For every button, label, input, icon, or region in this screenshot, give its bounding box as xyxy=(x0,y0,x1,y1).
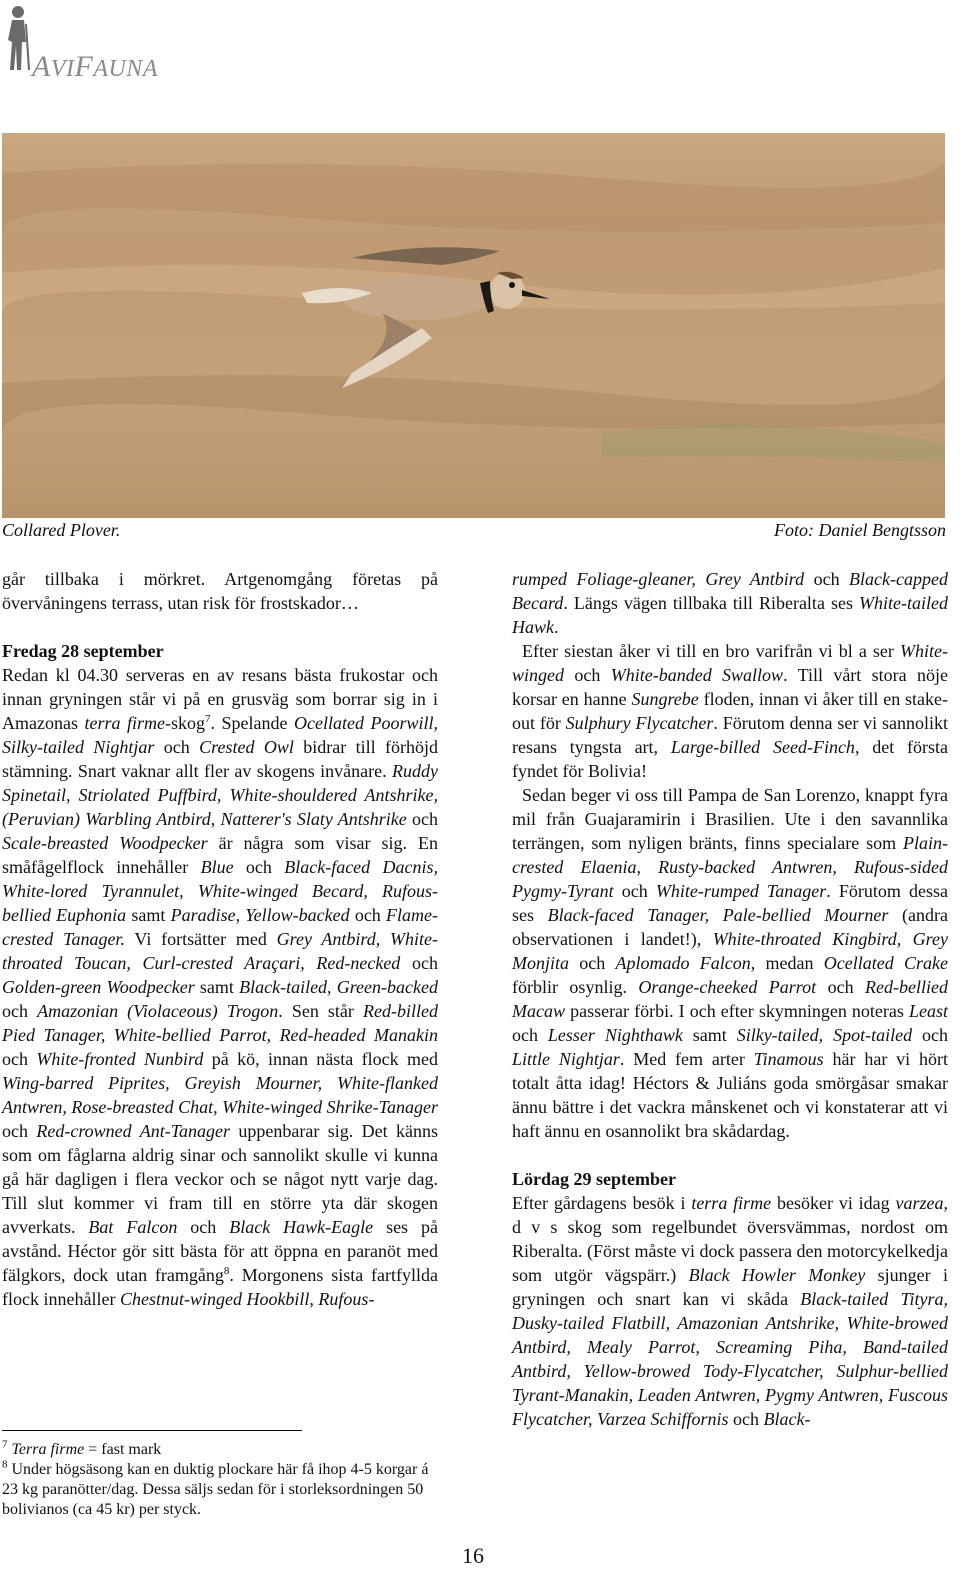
photo-credit: Foto: Daniel Bengtsson xyxy=(774,520,946,540)
section-heading: Fredag 28 september xyxy=(2,641,164,661)
paragraph: Efter gårdagens besök i terra firme besöker vi idag varzea, d v s skog som regelbundet översvämmas, nordost om Riberalta. (Först måste vi dock passera den motorcykelkedja som utgör vägspärr.) Black Howler Monkey sjunger i gryningen och snart kan vi skåda Black-tailed Tityra, Dusky-tailed Flatbill, Amazonian Antshrike, White-browed Antbird, Mealy Parrot, Screaming Piha, Band-tailed Antbird, Yellow-browed Tody-Flycatcher, Sulphur-bellied Tyrant-Manakin, Leaden Antwren, Pygmy Antwren, Fuscous Flycatcher, Varzea Schiffornis och Black- xyxy=(512,1193,949,1429)
section-heading: Lördag 29 september xyxy=(512,1169,676,1189)
photo-caption: Collared Plover. xyxy=(2,520,121,540)
logo xyxy=(4,4,204,83)
footnote-7: $^7$ Terra firme = fast mark xyxy=(2,1438,162,1458)
collared-plover-image xyxy=(2,133,945,518)
paragraph: går tillbaka i mörkret. Artgenomgång företas på övervåningens terrass, utan risk för frostskador… xyxy=(2,569,438,613)
left-column xyxy=(2,567,438,1311)
page-number: 16 xyxy=(462,1543,484,1568)
hiker-logo-icon xyxy=(4,4,30,72)
footnotes xyxy=(2,1440,442,1520)
right-column xyxy=(512,567,948,1431)
paragraph: Redan kl 04.30 serveras en av resans bästa frukostar och innan gryningen står vi på en grusväg som borrar sig in i Amazonas terra firme-skog$^7$. Spelande Ocellated Poorwill, Silky-tailed Nightjar och Crested Owl bidrar till förhöjd stämning. Snart vaknar allt fler av skogens invånare. Ruddy Spinetail, Striolated Puffbird, White-shouldered Antshrike, (Peruvian) Warbling Antbird, Natterer's Slaty Antshrike och Scale-breasted Woodpecker är några som visar sig. En småfågelflock innehåller Blue och Black-faced Dacnis, White-lored Tyrannulet, White-winged Becard, Rufous-bellied Euphonia samt Paradise, Yellow-backed och Flame-crested Tanager. Vi fortsätter med Grey Antbird, White-throated Toucan, Curl-crested Araçari, Red-necked och Golden-green Woodpecker samt Black-tailed, Green-backed och Amazonian (Violaceous) Trogon. Sen står Red-billed Pied Tanager, White-bellied Parrot, Red-headed Manakin och White-fronted Nunbird på kö, innan nästa flock med Wing-barred Piprites, Greyish Mourner, White-flanked Antwren, Rose-breasted Chat, White-winged Shrike-Tanager och Red-crowned Ant-Tanager uppenbarar sig. Det känns som om fåglarna aldrig sinar och sannolikt skulle vi kunna gå här dagligen i flera veckor och se något nytt varje dag. Till slut kommer vi fram till en större yta där skogen avverkats. Bat Falcon och Black Hawk-Eagle ses på avstånd. Héctor gör sitt bästa för att öppna en paranöt med fälgkors, dock utan framgång$^8$. Morgonens sista fartfyllda flock innehåller Chestnut-winged Hookbill, Rufous- xyxy=(2,665,438,1309)
footnote-divider xyxy=(2,1430,302,1431)
logo-wordmark: AVIFAUNA xyxy=(32,50,158,83)
bird-photo xyxy=(2,133,945,518)
paragraph: Efter siestan åker vi till en bro varifrån vi bl a ser White-winged och White-banded Swallow. Till vårt stora nöje korsar en hanne Sungrebe floden, innan vi åker till en stake-out för Sulphury Flycatcher. Förutom denna ser vi sannolikt resans tyngsta art, Large-billed Seed-Finch, det första fyndet för Bolivia! xyxy=(512,641,949,781)
paragraph: rumped Foliage-gleaner, Grey Antbird och Black-capped Becard. Längs vägen tillbaka till Riberalta ses White-tailed Hawk. xyxy=(512,569,948,637)
paragraph: Sedan beger vi oss till Pampa de San Lorenzo, knappt fyra mil från Guajaramirin i Brasilien. Ute i den savannlika terrängen, som nyligen bränts, finns specialare som Plain-crested Elaenia, Rusty-backed Antwren, Rufous-sided Pygmy-Tyrant och White-rumped Tanager. Förutom dessa ses Black-faced Tanager, Pale-bellied Mourner (andra observationen i landet!), White-throated Kingbird, Grey Monjita och Aplomado Falcon, medan Ocellated Crake förblir osynlig. Orange-cheeked Parrot och Red-bellied Macaw passerar förbi. I och efter skymningen noteras Least och Lesser Nighthawk samt Silky-tailed, Spot-tailed och Little Nightjar. Med fem arter Tinamous här har vi hört totalt åtta idag! Héctors & Juliáns goda smörgåsar smakar ännu bättre i det vackra månskenet och vi konstaterar att vi haft ännu en osannolikt bra skådardag. xyxy=(512,785,949,1141)
footnote-8: $^8$ Under högsäsong kan en duktig plockare här få ihop 4-5 korgar á 23 kg paranötter/dag. Dessa säljs sedan för i storleksordningen 50 bolivianos (ca 45 kr) per styck. xyxy=(2,1458,429,1518)
